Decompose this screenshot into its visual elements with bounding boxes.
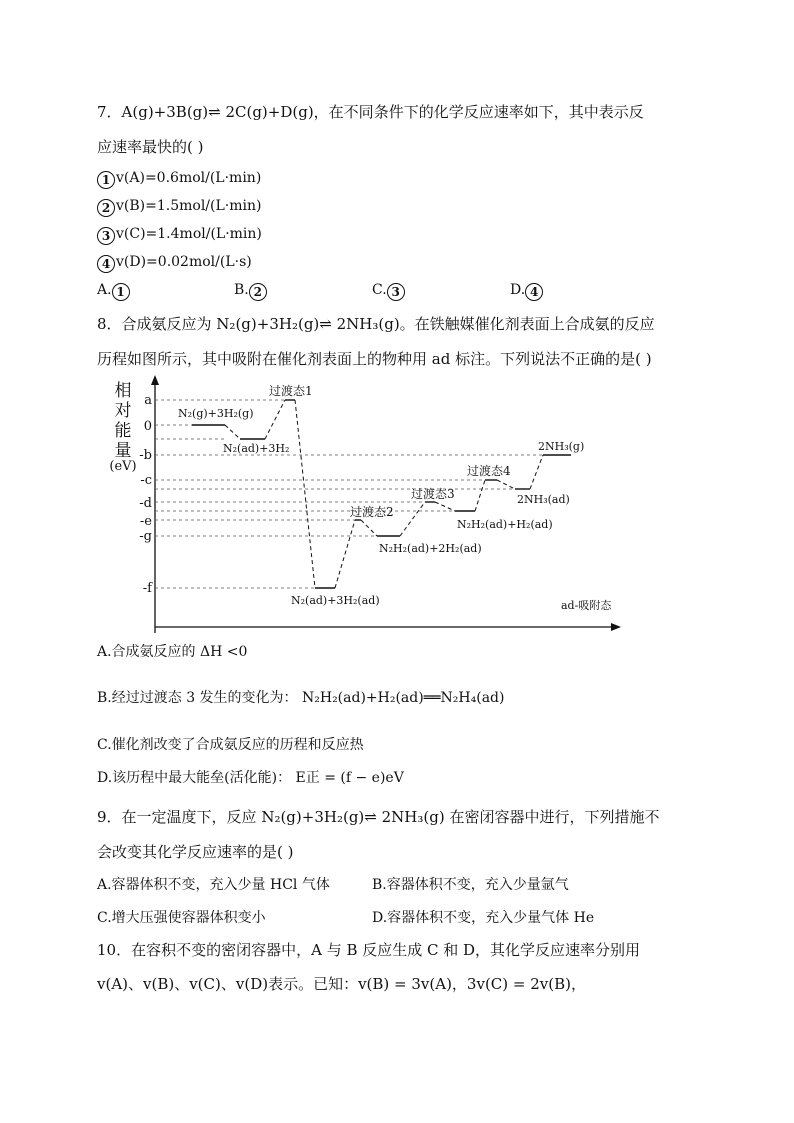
q7-stem-line2: 应速率最快的( ): [97, 138, 204, 156]
label-n2h2ad-2h2ad: N₂H₂(ad)+2H₂(ad): [379, 542, 482, 555]
circled-number: 4: [525, 283, 543, 301]
label-n2g-3h2g: N₂(g)+3H₂(g): [178, 407, 254, 420]
q8-option-c: C.催化剂改变了合成氨反应的历程和反应热: [97, 737, 364, 753]
label-n2ad-3h2ad: N₂(ad)+3H₂(ad): [291, 594, 380, 607]
label-ts2: 过渡态2: [350, 505, 394, 519]
q7-stem-line1: 7．A(g)+3B(g)⇌ 2C(g)+D(g)，在不同条件下的化学反应速率如下，其中表示反: [97, 103, 644, 121]
path-1: [225, 425, 240, 439]
q9-option-b: B.容器体积不变，充入少量氩气: [372, 877, 569, 893]
y-label-char-2: 对: [114, 401, 132, 421]
choice-letter: C.: [372, 282, 387, 298]
label-ts4: 过渡态4: [467, 464, 511, 478]
q9-stem-line2: 会改变其化学反应速率的是( ): [97, 843, 294, 861]
q8-option-a: A.合成氨反应的 ΔH <0: [97, 644, 248, 660]
y-tick-minus-g: -g: [139, 529, 152, 544]
x-axis-arrow-icon: [611, 623, 621, 631]
path-7: [435, 502, 455, 511]
y-tick-0: 0: [143, 419, 152, 434]
y-label-char-3: 能: [114, 421, 132, 441]
y-tick-minus-d: -d: [139, 496, 152, 511]
path-8: [475, 480, 485, 511]
q7-item-text: v(A)=0.6mol/(L·min): [116, 170, 262, 186]
q8-option-b: B.经过过渡态 3 发生的变化为： N₂H₂(ad)+H₂(ad)══N₂H₄(ad): [97, 690, 505, 706]
circled-number: 3: [387, 283, 405, 301]
q7-item-4: [97, 253, 252, 273]
y-tick-minus-b: -b: [139, 448, 152, 463]
q7-item-text: v(D)=0.02mol/(L·s): [116, 254, 252, 270]
q7-item-text: v(B)=1.5mol/(L·min): [116, 198, 262, 214]
energy-profile-diagram: [95, 373, 630, 638]
circled-number: 2: [249, 283, 267, 301]
path-5: [361, 520, 377, 536]
label-ts1: 过渡态1: [269, 384, 313, 398]
path-10: [530, 455, 543, 489]
q7-item-text: v(C)=1.4mol/(L·min): [116, 226, 262, 242]
y-axis-arrow-icon: [151, 375, 159, 385]
circled-number: 2: [97, 199, 115, 217]
label-n2h2ad-h2ad: N₂H₂(ad)+H₂(ad): [457, 518, 553, 531]
y-label-char-4: 量: [114, 441, 132, 461]
q7-item-1: [97, 169, 261, 189]
choice-letter: D.: [510, 282, 526, 298]
choice-letter: B.: [234, 282, 249, 298]
y-label-char-1: 相: [114, 381, 132, 401]
q7-choice-d: [510, 281, 544, 301]
q9-option-d: D.容器体积不变，充入少量气体 He: [372, 910, 595, 926]
q8-stem-line2: 历程如图所示，其中吸附在催化剂表面上的物种用 ad 标注。下列说法不正确的是( ): [97, 350, 652, 368]
q9-option-a: A.容器体积不变，充入少量 HCl 气体: [97, 877, 330, 893]
path-4: [335, 520, 355, 588]
q9-stem-line1: 9．在一定温度下，反应 N₂(g)+3H₂(g)⇌ 2NH₃(g) 在密闭容器中进行，下列措施不: [97, 808, 660, 826]
y-tick-minus-e: -e: [139, 514, 152, 529]
label-ts3: 过渡态3: [411, 487, 455, 501]
q7-choice-a: [97, 281, 131, 301]
y-tick-minus-f: -f: [142, 581, 152, 596]
choice-letter: A.: [97, 282, 112, 298]
q10-stem-line2: v(A)、v(B)、v(C)、v(D)表示。已知：v(B) = 3v(A)，3v(C) = 2v(B)，: [97, 975, 586, 993]
q7-item-3: [97, 225, 262, 245]
circled-number: 1: [97, 171, 115, 189]
q7-item-2: [97, 197, 261, 217]
y-label-unit: (eV): [109, 459, 137, 474]
circled-number: 4: [97, 255, 115, 273]
label-2nh3ad: 2NH₃(ad): [517, 493, 570, 506]
q8-option-d: D.该历程中最大能垒(活化能)： E正 = (f − e)eV: [97, 770, 404, 786]
q7-choice-c: [372, 281, 406, 301]
circled-number: 1: [112, 283, 130, 301]
path-2: [265, 400, 285, 439]
label-adsorbed-note: ad-吸附态: [561, 599, 612, 612]
label-2nh3g: 2NH₃(g): [538, 440, 585, 453]
path-6: [400, 502, 425, 536]
path-9: [497, 480, 515, 489]
circled-number: 3: [97, 227, 115, 245]
path-3: [295, 400, 315, 588]
q8-stem-line1: 8．合成氨反应为 N₂(g)+3H₂(g)⇌ 2NH₃(g)。在铁触媒催化剂表面上合成氨的反应: [97, 315, 655, 333]
q9-option-c: C.增大压强使容器体积变小: [97, 910, 266, 926]
y-tick-a: a: [144, 393, 152, 408]
q7-choice-b: [234, 281, 268, 301]
label-n2ad-3h2: N₂(ad)+3H₂: [223, 442, 290, 455]
q10-stem-line1: 10．在容积不变的密闭容器中，A 与 B 反应生成 C 和 D，其化学反应速率分别用: [97, 941, 641, 959]
y-tick-minus-c: -c: [140, 473, 152, 488]
